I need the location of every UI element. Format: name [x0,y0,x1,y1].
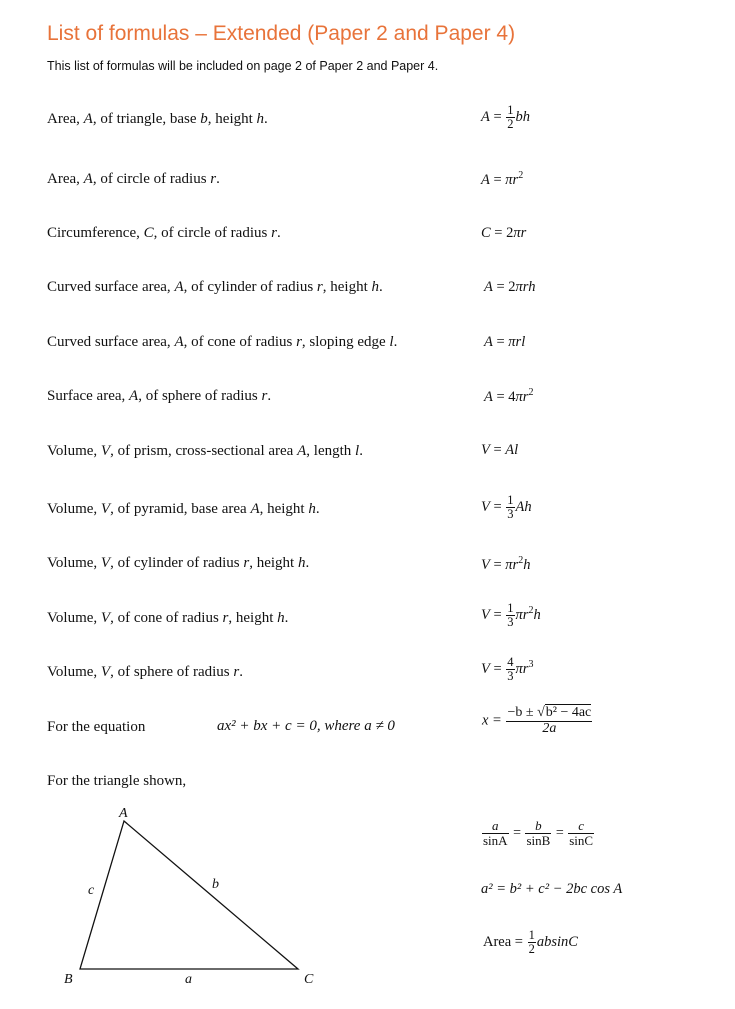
formula-sphere-surface: $A = 4\pi r^2$ [484,387,534,405]
triangle-label: For the triangle shown, [47,773,187,789]
formula-cylinder-volume: $V = \pi r^2h$ [481,555,531,573]
triangle-diagram [55,802,330,987]
formula-desc-cylinder-volume: Volume, V, of cylinder of radius r, height h. [47,555,310,571]
side-c-label: c [88,883,95,898]
formula-prism-volume: V = Al [481,442,519,458]
cosine-rule: a² = b² + c² − 2bc cos A [481,881,623,897]
formula-sphere-volume: V = $\frac{4}{3}$ $\pi r^3$ [481,655,534,684]
sine-rule: $\frac{a}{\sin A}$ = $\frac{b}{\sin B}$ = $\frac{c}{\sin C}$ [483,818,594,848]
vertex-c-label: C [304,972,314,987]
formula-desc-triangle-area: Area, A, of triangle, base b, height h. [47,111,268,127]
formula-triangle-area: A = $\frac{1}{2}$ bh [481,103,531,132]
formula-desc-circumference: Circumference, C, of circle of radius r. [47,225,281,241]
formula-desc-cone-surface: Curved surface area, A, of cone of radius r, sloping edge l. [47,334,398,350]
vertex-b-label: B [64,972,73,987]
formula-cone-surface: A = πrl [484,334,526,350]
formula-desc-pyramid-volume: Volume, V, of pyramid, base area A, height h. [47,501,320,517]
quadratic-formula: x = $\frac{\text{−b ± √b² − 4ac}}{2a}$ [482,705,592,736]
page-title: List of formulas – Extended (Paper 2 and Paper 4) [47,22,516,45]
formula-desc-sphere-surface: Surface area, A, of sphere of radius r. [47,388,272,404]
formula-desc-prism-volume: Volume, V, of prism, cross-sectional area A, length l. [47,443,363,459]
side-a-label: a [185,972,192,987]
formula-circle-area: $A = \pi r^2$ [481,170,524,188]
side-b-label: b [212,877,219,892]
quadratic-label: For the equation [47,719,146,735]
formula-circumference: C = 2πr [481,225,527,241]
triangle-shape [80,821,298,969]
formula-cylinder-surface: A = 2πrh [484,279,536,295]
vertex-a-label: A [119,806,128,821]
triangle-area-sine: Area = $\frac{1}{2}$ absinC [483,928,578,957]
quadratic-equation: ax² + bx + c = 0, where a ≠ 0 [217,718,395,734]
formula-desc-circle-area: Area, A, of circle of radius r. [47,171,220,187]
formula-desc-sphere-volume: Volume, V, of sphere of radius r. [47,664,243,680]
formula-desc-cylinder-surface: Curved surface area, A, of cylinder of radius r, height h. [47,279,383,295]
page-subtitle: This list of formulas will be included on page 2 of Paper 2 and Paper 4. [47,59,439,73]
formula-cone-volume: V = $\frac{1}{3}$ $\pi r^2h$ [481,601,541,630]
formula-desc-cone-volume: Volume, V, of cone of radius r, height h. [47,610,289,626]
formula-pyramid-volume: V = $\frac{1}{3}$ Ah [481,493,532,522]
